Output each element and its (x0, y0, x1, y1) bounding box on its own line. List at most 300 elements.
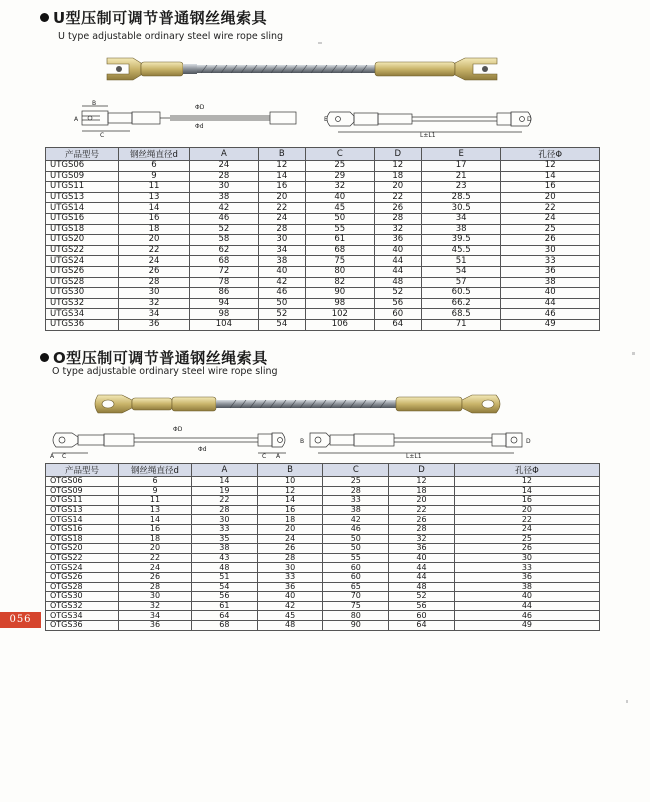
value-cell: 102 (305, 309, 374, 320)
value-cell: 19 (192, 486, 258, 496)
value-cell: 28 (192, 505, 258, 515)
value-cell: 65 (323, 582, 389, 592)
value-cell: 51 (421, 256, 501, 267)
value-cell: 22 (119, 245, 190, 256)
value-cell: 6 (119, 161, 190, 172)
value-cell: 14 (257, 496, 323, 506)
value-cell: 24 (258, 213, 305, 224)
value-cell: 24 (119, 256, 190, 267)
value-cell: 36 (119, 319, 190, 330)
col-header: 钢丝绳直径d (119, 464, 192, 477)
value-cell: 66.2 (421, 298, 501, 309)
value-cell: 44 (389, 563, 455, 573)
value-cell: 44 (374, 266, 421, 277)
value-cell: 46 (190, 213, 259, 224)
value-cell: 20 (389, 496, 455, 506)
value-cell: 60 (389, 611, 455, 621)
value-cell: 61 (192, 601, 258, 611)
svg-text:A: A (50, 453, 55, 459)
value-cell: 58 (190, 235, 259, 246)
value-cell: 46 (454, 611, 599, 621)
value-cell: 6 (119, 477, 192, 487)
value-cell: 48 (192, 563, 258, 573)
model-cell: UTGS13 (46, 192, 119, 203)
value-cell: 38 (192, 544, 258, 554)
value-cell: 12 (501, 161, 600, 172)
model-cell: OTGS28 (46, 582, 119, 592)
value-cell: 56 (192, 592, 258, 602)
value-cell: 46 (323, 524, 389, 534)
table-row (46, 611, 600, 621)
value-cell: 13 (119, 505, 192, 515)
svg-text:A: A (276, 453, 281, 459)
model-cell: UTGS14 (46, 203, 119, 214)
value-cell: 30 (257, 563, 323, 573)
value-cell: 51 (192, 572, 258, 582)
model-cell: OTGS20 (46, 544, 119, 554)
value-cell: 78 (190, 277, 259, 288)
value-cell: 13 (119, 192, 190, 203)
value-cell: 40 (258, 266, 305, 277)
col-header: C (305, 148, 374, 161)
value-cell: 16 (258, 182, 305, 193)
value-cell: 36 (374, 235, 421, 246)
table-row (46, 592, 600, 602)
model-cell: UTGS20 (46, 235, 119, 246)
value-cell: 36 (257, 582, 323, 592)
value-cell: 36 (119, 620, 192, 630)
value-cell: 14 (454, 486, 599, 496)
value-cell: 21 (421, 171, 501, 182)
value-cell: 20 (119, 235, 190, 246)
value-cell: 72 (190, 266, 259, 277)
value-cell: 38 (501, 277, 600, 288)
svg-text:Φd: Φd (198, 446, 207, 453)
col-header: 孔径Φ (501, 148, 600, 161)
value-cell: 34 (421, 213, 501, 224)
model-cell: UTGS11 (46, 182, 119, 193)
value-cell: 34 (258, 245, 305, 256)
value-cell: 28 (190, 171, 259, 182)
value-cell: 48 (257, 620, 323, 630)
bullet-icon (40, 353, 49, 362)
value-cell: 50 (323, 534, 389, 544)
value-cell: 30 (192, 515, 258, 525)
model-cell: UTGS06 (46, 161, 119, 172)
value-cell: 80 (305, 266, 374, 277)
value-cell: 18 (389, 486, 455, 496)
value-cell: 20 (257, 524, 323, 534)
u-sling-photo (105, 50, 500, 88)
model-cell: UTGS24 (46, 256, 119, 267)
value-cell: 32 (305, 182, 374, 193)
value-cell: 68 (305, 245, 374, 256)
value-cell: 26 (374, 203, 421, 214)
table-row (46, 192, 600, 203)
model-cell: OTGS34 (46, 611, 119, 621)
value-cell: 40 (389, 553, 455, 563)
value-cell: 26 (501, 235, 600, 246)
value-cell: 18 (374, 171, 421, 182)
value-cell: 44 (501, 298, 600, 309)
value-cell: 30 (119, 288, 190, 299)
value-cell: 16 (454, 496, 599, 506)
value-cell: 38 (323, 505, 389, 515)
value-cell: 43 (192, 553, 258, 563)
value-cell: 33 (192, 524, 258, 534)
table-row (46, 620, 600, 630)
model-cell: UTGS09 (46, 171, 119, 182)
value-cell: 45 (305, 203, 374, 214)
table-row (46, 245, 600, 256)
table-row (46, 544, 600, 554)
o-dimension-drawing-right (296, 423, 536, 459)
value-cell: 14 (119, 203, 190, 214)
value-cell: 55 (323, 553, 389, 563)
svg-text:E: E (324, 116, 328, 123)
col-header: A (192, 464, 258, 477)
value-cell: 36 (501, 266, 600, 277)
value-cell: 12 (454, 477, 599, 487)
value-cell: 11 (119, 496, 192, 506)
value-cell: 61 (305, 235, 374, 246)
value-cell: 50 (305, 213, 374, 224)
value-cell: 16 (501, 182, 600, 193)
col-header: C (323, 464, 389, 477)
table-row (46, 496, 600, 506)
value-cell: 14 (501, 171, 600, 182)
o-table-body (46, 477, 600, 631)
table-row (46, 477, 600, 487)
value-cell: 24 (501, 213, 600, 224)
value-cell: 64 (192, 611, 258, 621)
value-cell: 28 (374, 213, 421, 224)
value-cell: 22 (258, 203, 305, 214)
value-cell: 11 (119, 182, 190, 193)
value-cell: 57 (421, 277, 501, 288)
value-cell: 40 (305, 192, 374, 203)
value-cell: 12 (389, 477, 455, 487)
value-cell: 17 (421, 161, 501, 172)
value-cell: 16 (119, 213, 190, 224)
value-cell: 38 (190, 192, 259, 203)
col-header: 孔径Φ (454, 464, 599, 477)
value-cell: 54 (192, 582, 258, 592)
value-cell: 68 (192, 620, 258, 630)
col-header: A (190, 148, 259, 161)
value-cell: 45 (257, 611, 323, 621)
value-cell: 55 (305, 224, 374, 235)
o-section-subtitle: O type adjustable ordinary steel wire rope sling (52, 366, 278, 377)
value-cell: 23 (421, 182, 501, 193)
table-row (46, 534, 600, 544)
value-cell: 44 (389, 572, 455, 582)
value-cell: 40 (501, 288, 600, 299)
model-cell: UTGS22 (46, 245, 119, 256)
value-cell: 24 (190, 161, 259, 172)
model-cell: OTGS11 (46, 496, 119, 506)
o-section-title: O型压制可调节普通钢丝绳索具 (40, 347, 268, 368)
svg-text:ΦD: ΦD (173, 426, 183, 433)
value-cell: 44 (374, 256, 421, 267)
svg-text:C: C (262, 453, 267, 459)
value-cell: 28 (389, 524, 455, 534)
value-cell: 49 (454, 620, 599, 630)
u-spec-table (45, 147, 600, 331)
table-row (46, 563, 600, 573)
model-cell: UTGS18 (46, 224, 119, 235)
value-cell: 20 (454, 505, 599, 515)
value-cell: 60 (374, 309, 421, 320)
col-header: E (421, 148, 501, 161)
model-cell: UTGS16 (46, 213, 119, 224)
value-cell: 14 (119, 515, 192, 525)
model-cell: OTGS26 (46, 572, 119, 582)
model-cell: OTGS13 (46, 505, 119, 515)
value-cell: 12 (257, 486, 323, 496)
table-row (46, 601, 600, 611)
table-row (46, 524, 600, 534)
table-row (46, 319, 600, 330)
col-header: 产品型号 (46, 148, 119, 161)
value-cell: 44 (454, 601, 599, 611)
model-cell: OTGS30 (46, 592, 119, 602)
value-cell: 32 (374, 224, 421, 235)
value-cell: 56 (374, 298, 421, 309)
model-cell: UTGS26 (46, 266, 119, 277)
value-cell: 64 (389, 620, 455, 630)
col-header: B (257, 464, 323, 477)
model-cell: OTGS24 (46, 563, 119, 573)
value-cell: 10 (257, 477, 323, 487)
value-cell: 60.5 (421, 288, 501, 299)
table-header-row (46, 464, 600, 477)
table-row (46, 486, 600, 496)
value-cell: 40 (257, 592, 323, 602)
col-header: D (374, 148, 421, 161)
value-cell: 90 (323, 620, 389, 630)
value-cell: 30 (119, 592, 192, 602)
model-cell: UTGS36 (46, 319, 119, 330)
value-cell: 45.5 (421, 245, 501, 256)
value-cell: 90 (305, 288, 374, 299)
table-row (46, 572, 600, 582)
value-cell: 49 (501, 319, 600, 330)
value-cell: 24 (119, 563, 192, 573)
model-cell: OTGS22 (46, 553, 119, 563)
svg-text:D: D (527, 116, 532, 123)
value-cell: 28 (119, 277, 190, 288)
value-cell: 75 (305, 256, 374, 267)
value-cell: 64 (374, 319, 421, 330)
value-cell: 28 (119, 582, 192, 592)
model-cell: UTGS30 (46, 288, 119, 299)
table-row (46, 298, 600, 309)
table-row (46, 161, 600, 172)
value-cell: 33 (257, 572, 323, 582)
value-cell: 20 (374, 182, 421, 193)
col-header: D (389, 464, 455, 477)
value-cell: 36 (454, 572, 599, 582)
model-cell: OTGS18 (46, 534, 119, 544)
o-spec-table (45, 463, 600, 631)
value-cell: 30.5 (421, 203, 501, 214)
table-row (46, 224, 600, 235)
table-row (46, 235, 600, 246)
value-cell: 68 (190, 256, 259, 267)
svg-text:C: C (62, 453, 67, 459)
value-cell: 14 (192, 477, 258, 487)
table-row (46, 309, 600, 320)
table-row (46, 213, 600, 224)
value-cell: 54 (421, 266, 501, 277)
o-dimension-drawing-left (48, 423, 293, 459)
value-cell: 14 (258, 171, 305, 182)
value-cell: 30 (258, 235, 305, 246)
value-cell: 52 (190, 224, 259, 235)
paper-speck (318, 42, 322, 44)
page-number: 056 (0, 612, 41, 628)
value-cell: 30 (454, 553, 599, 563)
u-section-subtitle: U type adjustable ordinary steel wire rope sling (58, 31, 284, 42)
table-header-row (46, 148, 600, 161)
col-header: B (258, 148, 305, 161)
value-cell: 16 (119, 524, 192, 534)
table-row (46, 182, 600, 193)
model-cell: OTGS16 (46, 524, 119, 534)
value-cell: 20 (501, 192, 600, 203)
col-header: 钢丝绳直径d (119, 148, 190, 161)
value-cell: 48 (374, 277, 421, 288)
value-cell: 38 (421, 224, 501, 235)
value-cell: 46 (501, 309, 600, 320)
model-cell: OTGS36 (46, 620, 119, 630)
value-cell: 33 (501, 256, 600, 267)
model-cell: OTGS06 (46, 477, 119, 487)
value-cell: 35 (192, 534, 258, 544)
model-cell: UTGS34 (46, 309, 119, 320)
value-cell: 24 (257, 534, 323, 544)
value-cell: 26 (119, 572, 192, 582)
value-cell: 98 (305, 298, 374, 309)
value-cell: 18 (257, 515, 323, 525)
col-header: 产品型号 (46, 464, 119, 477)
table-row (46, 256, 600, 267)
value-cell: 60 (323, 572, 389, 582)
value-cell: 46 (258, 288, 305, 299)
value-cell: 86 (190, 288, 259, 299)
value-cell: 38 (258, 256, 305, 267)
value-cell: 60 (323, 563, 389, 573)
value-cell: 98 (190, 309, 259, 320)
table-row (46, 266, 600, 277)
value-cell: 18 (119, 224, 190, 235)
svg-text:L±L1: L±L1 (406, 453, 422, 459)
value-cell: 20 (258, 192, 305, 203)
value-cell: 22 (119, 553, 192, 563)
value-cell: 34 (119, 611, 192, 621)
svg-text:ΦD: ΦD (195, 104, 205, 111)
value-cell: 106 (305, 319, 374, 330)
value-cell: 28 (258, 224, 305, 235)
bullet-icon (40, 13, 49, 22)
value-cell: 40 (374, 245, 421, 256)
value-cell: 71 (421, 319, 501, 330)
value-cell: 22 (389, 505, 455, 515)
value-cell: 32 (119, 298, 190, 309)
value-cell: 40 (454, 592, 599, 602)
value-cell: 32 (119, 601, 192, 611)
u-section-title: U型压制可调节普通钢丝绳索具 (40, 7, 267, 28)
value-cell: 52 (389, 592, 455, 602)
model-cell: UTGS28 (46, 277, 119, 288)
u-dimension-drawing-left (70, 100, 310, 138)
value-cell: 80 (323, 611, 389, 621)
value-cell: 18 (119, 534, 192, 544)
value-cell: 32 (389, 534, 455, 544)
model-cell: OTGS32 (46, 601, 119, 611)
value-cell: 62 (190, 245, 259, 256)
value-cell: 25 (323, 477, 389, 487)
table-row (46, 505, 600, 515)
svg-text:Φd: Φd (195, 123, 204, 130)
value-cell: 42 (258, 277, 305, 288)
table-row (46, 203, 600, 214)
value-cell: 26 (119, 266, 190, 277)
value-cell: 26 (389, 515, 455, 525)
value-cell: 75 (323, 601, 389, 611)
value-cell: 56 (389, 601, 455, 611)
table-row (46, 277, 600, 288)
o-sling-photo (92, 385, 504, 423)
value-cell: 50 (258, 298, 305, 309)
value-cell: 38 (454, 582, 599, 592)
value-cell: 48 (389, 582, 455, 592)
value-cell: 68.5 (421, 309, 501, 320)
value-cell: 9 (119, 171, 190, 182)
value-cell: 29 (305, 171, 374, 182)
model-cell: UTGS32 (46, 298, 119, 309)
value-cell: 42 (323, 515, 389, 525)
value-cell: 12 (258, 161, 305, 172)
value-cell: 26 (257, 544, 323, 554)
value-cell: 16 (257, 505, 323, 515)
value-cell: 36 (389, 544, 455, 554)
model-cell: OTGS14 (46, 515, 119, 525)
value-cell: 25 (454, 534, 599, 544)
value-cell: 25 (305, 161, 374, 172)
value-cell: 22 (192, 496, 258, 506)
value-cell: 22 (374, 192, 421, 203)
u-dimension-drawing-right (322, 100, 537, 138)
value-cell: 34 (119, 309, 190, 320)
value-cell: 24 (454, 524, 599, 534)
value-cell: 28 (323, 486, 389, 496)
value-cell: 20 (119, 544, 192, 554)
value-cell: 9 (119, 486, 192, 496)
table-row (46, 515, 600, 525)
value-cell: 52 (258, 309, 305, 320)
svg-text:B: B (92, 100, 97, 107)
value-cell: 70 (323, 592, 389, 602)
svg-text:D: D (526, 438, 531, 445)
value-cell: 25 (501, 224, 600, 235)
value-cell: 33 (454, 563, 599, 573)
svg-text:B: B (300, 438, 305, 445)
value-cell: 94 (190, 298, 259, 309)
value-cell: 39.5 (421, 235, 501, 246)
value-cell: 30 (501, 245, 600, 256)
